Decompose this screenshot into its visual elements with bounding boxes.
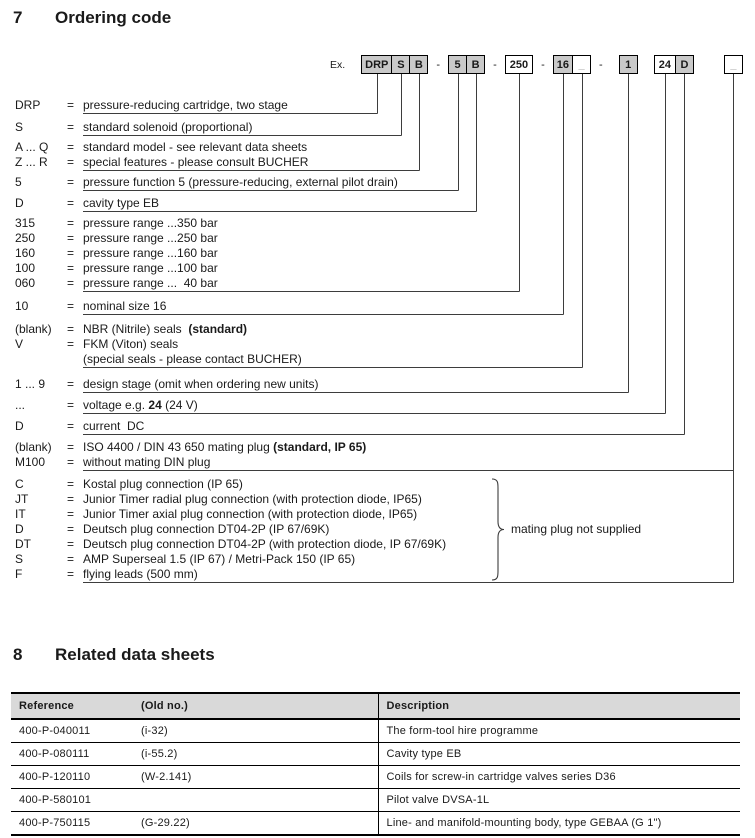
code-group	[0, 216, 755, 291]
code-label: C	[15, 477, 24, 491]
table-row	[11, 789, 740, 812]
section8-title	[13, 645, 215, 665]
example-box-group	[619, 55, 638, 74]
table-cell-old_no: (i-55.2)	[133, 743, 378, 766]
code-description	[83, 155, 308, 170]
code-label: 060	[15, 276, 36, 290]
code-description-text: AMP Superseal 1.5 (IP 67) / Metri-Pack 150 (IP 65)	[83, 552, 356, 566]
code-description	[83, 216, 218, 231]
section8-number: 8	[13, 645, 23, 664]
equals-sign: =	[67, 492, 75, 506]
example-box-group	[361, 55, 428, 74]
code-description	[83, 322, 247, 337]
equals-sign: =	[67, 507, 75, 521]
equals-sign: =	[67, 155, 75, 169]
code-label: 5	[15, 175, 22, 189]
code-label: S	[15, 552, 24, 566]
code-row	[0, 276, 755, 291]
code-group	[0, 175, 755, 190]
code-description-text: (24 V)	[161, 398, 198, 412]
code-label: JT	[15, 492, 29, 506]
code-group	[0, 477, 755, 582]
equals-sign: =	[67, 196, 75, 210]
code-row	[0, 507, 755, 522]
table-header-cell: Reference	[11, 693, 133, 719]
example-box-d1	[619, 55, 638, 74]
code-row	[0, 419, 755, 434]
code-label: 250	[15, 231, 36, 245]
example-box-label: 250	[509, 58, 529, 71]
table-row	[11, 766, 740, 789]
table-row	[11, 719, 740, 743]
equals-sign: =	[67, 261, 75, 275]
code-description-text: Junior Timer axial plug connection (with protection diode, IP65)	[83, 507, 418, 521]
equals-sign: =	[67, 246, 75, 260]
equals-sign: =	[67, 455, 75, 469]
code-description-text: design stage (omit when ordering new units)	[83, 377, 319, 391]
example-box-v24	[654, 55, 676, 74]
example-box-blank2	[724, 55, 743, 74]
code-group	[0, 140, 755, 170]
example-box-b2	[466, 55, 485, 74]
table-cell-old_no: (W-2.141)	[133, 766, 378, 789]
section7-title	[13, 8, 171, 28]
code-description	[83, 507, 417, 522]
code-description-text: without mating DIN plug	[83, 455, 211, 469]
code-label: (blank)	[15, 440, 52, 454]
code-row	[0, 231, 755, 246]
code-description-text: (special seals - please contact BUCHER)	[83, 352, 302, 366]
example-row	[330, 55, 743, 74]
example-box-label: DRP	[365, 58, 389, 71]
code-row	[0, 98, 755, 113]
table-cell-description: Coils for screw-in cartridge valves series D36	[378, 766, 740, 789]
code-description	[83, 477, 243, 492]
code-description	[83, 455, 210, 470]
code-description-text: pressure range ...250 bar	[83, 231, 218, 245]
code-description	[83, 522, 329, 537]
code-label: (blank)	[15, 322, 52, 336]
code-row	[0, 216, 755, 231]
code-description-text: pressure function 5 (pressure-reducing, external pilot drain)	[83, 175, 398, 189]
code-label: D	[15, 522, 24, 536]
code-description	[83, 567, 198, 582]
code-description	[83, 175, 398, 190]
code-row	[0, 477, 755, 492]
example-box-drp	[361, 55, 392, 74]
table-cell-description: The form-tool hire programme	[378, 719, 740, 743]
code-group	[0, 419, 755, 434]
table-cell-description: Cavity type EB	[378, 743, 740, 766]
code-row	[0, 492, 755, 507]
example-dash: -	[493, 58, 497, 71]
code-row	[0, 299, 755, 314]
code-description-text: pressure range ...350 bar	[83, 216, 218, 230]
example-dash: -	[541, 58, 545, 71]
table-cell-reference: 400-P-040011	[11, 719, 133, 743]
example-box-group	[654, 55, 694, 74]
equals-sign: =	[67, 231, 75, 245]
example-box-label: B	[471, 58, 480, 71]
code-row	[0, 440, 755, 455]
equals-sign: =	[67, 398, 75, 412]
code-group	[0, 299, 755, 314]
equals-sign: =	[67, 537, 75, 551]
code-description-text: pressure range ...160 bar	[83, 246, 218, 260]
example-box-s16	[553, 55, 573, 74]
example-box-p250	[505, 55, 533, 74]
code-description-text: current DC	[83, 419, 145, 433]
code-row	[0, 196, 755, 211]
code-label: 1 ... 9	[15, 377, 46, 391]
equals-sign: =	[67, 522, 75, 536]
code-row	[0, 567, 755, 582]
example-box-p5	[448, 55, 467, 74]
code-label: ...	[15, 398, 26, 412]
code-group	[0, 196, 755, 211]
equals-sign: =	[67, 216, 75, 230]
code-row	[0, 377, 755, 392]
example-box-label: _	[578, 58, 585, 71]
code-row	[0, 155, 755, 170]
code-description	[83, 261, 218, 276]
code-label: V	[15, 337, 24, 351]
code-description	[83, 419, 144, 434]
code-label: F	[15, 567, 23, 581]
code-description-bold: (standard)	[188, 322, 248, 336]
code-row	[0, 398, 755, 413]
table-cell-reference: 400-P-080111	[11, 743, 133, 766]
code-label: 10	[15, 299, 29, 313]
code-label: D	[15, 419, 24, 433]
code-description	[83, 537, 446, 552]
table-header-cell: Description	[378, 693, 740, 719]
code-description-bold: (standard, IP 65)	[273, 440, 367, 454]
table-cell-reference: 400-P-120110	[11, 766, 133, 789]
example-box-group	[505, 55, 533, 74]
example-box-group	[724, 55, 743, 74]
code-label: DRP	[15, 98, 41, 112]
code-description	[83, 352, 302, 367]
code-description	[83, 120, 252, 135]
code-description-text: pressure range ... 40 bar	[83, 276, 218, 290]
code-group	[0, 120, 755, 135]
table-cell-old_no: (G-29.22)	[133, 812, 378, 836]
code-row	[0, 246, 755, 261]
code-group	[0, 322, 755, 367]
code-description	[83, 398, 198, 413]
code-label: Z ... R	[15, 155, 48, 169]
code-row	[0, 322, 755, 337]
code-row	[0, 120, 755, 135]
code-description-text: Deutsch plug connection DT04-2P (with protection diode, IP 67/69K)	[83, 537, 447, 551]
code-row	[0, 337, 755, 352]
equals-sign: =	[67, 337, 75, 351]
code-description-text: Junior Timer radial plug connection (with protection diode, IP65)	[83, 492, 422, 506]
equals-sign: =	[67, 377, 75, 391]
example-box-dc	[675, 55, 694, 74]
table-cell-description: Line- and manifold-mounting body, type GEBAA (G 1")	[378, 812, 740, 836]
code-row	[0, 175, 755, 190]
table-cell-old_no	[133, 789, 378, 812]
table-cell-description: Pilot valve DVSA-1L	[378, 789, 740, 812]
example-box-group	[553, 55, 591, 74]
code-row	[0, 352, 755, 367]
section7-number: 7	[13, 8, 23, 27]
example-box-s	[391, 55, 410, 74]
example-box-label: B	[414, 58, 423, 71]
equals-sign: =	[67, 299, 75, 313]
code-description	[83, 377, 318, 392]
code-row	[0, 552, 755, 567]
code-description-text: Kostal plug connection (IP 65)	[83, 477, 243, 491]
code-description-text: FKM (Viton) seals	[83, 337, 179, 351]
code-description-text: flying leads (500 mm)	[83, 567, 198, 581]
code-label: IT	[15, 507, 26, 521]
example-box-label: 16	[556, 58, 570, 71]
code-label: M100	[15, 455, 46, 469]
example-box-label: 24	[658, 58, 671, 71]
code-description	[83, 492, 422, 507]
code-group	[0, 98, 755, 113]
code-description-text: ISO 4400 / DIN 43 650 mating plug	[83, 440, 274, 454]
equals-sign: =	[67, 140, 75, 154]
code-row	[0, 261, 755, 276]
code-row	[0, 537, 755, 552]
section8-heading: Related data sheets	[55, 645, 215, 664]
code-row	[0, 522, 755, 537]
example-box-label: 1	[625, 58, 632, 71]
code-description-text: NBR (Nitrile) seals	[83, 322, 189, 336]
equals-sign: =	[67, 322, 75, 336]
code-description	[83, 196, 159, 211]
equals-sign: =	[67, 419, 75, 433]
code-description	[83, 140, 307, 155]
table-cell-reference: 400-P-580101	[11, 789, 133, 812]
table-cell-old_no: (i-32)	[133, 719, 378, 743]
code-label: S	[15, 120, 24, 134]
code-row	[0, 140, 755, 155]
equals-sign: =	[67, 175, 75, 189]
example-dash: -	[599, 58, 603, 71]
brace-annotation: mating plug not supplied	[511, 521, 642, 536]
code-description	[83, 337, 178, 352]
example-box-blank1	[572, 55, 591, 74]
code-group	[0, 377, 755, 392]
code-description-text: standard solenoid (proportional)	[83, 120, 253, 134]
table-row	[11, 743, 740, 766]
equals-sign: =	[67, 567, 75, 581]
example-box-label: 5	[454, 58, 461, 71]
equals-sign: =	[67, 477, 75, 491]
example-box-label: _	[730, 58, 737, 71]
example-box-group	[448, 55, 485, 74]
equals-sign: =	[67, 98, 75, 112]
code-group	[0, 440, 755, 470]
code-description-text: special features - please consult BUCHER	[83, 155, 309, 169]
code-description-text: Deutsch plug connection DT04-2P (IP 67/69K)	[83, 522, 330, 536]
code-description	[83, 440, 366, 455]
table-header-row	[11, 693, 740, 719]
code-description	[83, 552, 355, 567]
code-description	[83, 98, 288, 113]
code-description-text: standard model - see relevant data sheets	[83, 140, 308, 154]
code-group	[0, 398, 755, 413]
section7-heading: Ordering code	[55, 8, 172, 27]
code-label: DT	[15, 537, 31, 551]
table-cell-reference: 400-P-750115	[11, 812, 133, 836]
code-label: 100	[15, 261, 36, 275]
code-description	[83, 246, 218, 261]
code-description	[83, 231, 218, 246]
equals-sign: =	[67, 440, 75, 454]
code-description-text: nominal size 16	[83, 299, 167, 313]
code-label: D	[15, 196, 24, 210]
related-data-sheets-table	[11, 692, 740, 836]
code-row	[0, 455, 755, 470]
equals-sign: =	[67, 276, 75, 290]
example-box-b1	[409, 55, 428, 74]
code-description-text: voltage e.g.	[83, 398, 149, 412]
code-description-text: pressure-reducing cartridge, two stage	[83, 98, 288, 112]
code-description-bold: 24	[148, 398, 162, 412]
code-description	[83, 276, 218, 291]
code-description-text: pressure range ...100 bar	[83, 261, 218, 275]
equals-sign: =	[67, 120, 75, 134]
example-box-label: D	[680, 58, 689, 71]
code-description	[83, 299, 166, 314]
example-dash: -	[436, 58, 441, 71]
code-label: A ... Q	[15, 140, 49, 154]
example-label: Ex.	[330, 58, 346, 71]
table-row	[11, 812, 740, 836]
example-box-label: S	[397, 58, 405, 71]
table-header-cell: (Old no.)	[133, 693, 378, 719]
code-label: 315	[15, 216, 36, 230]
code-description-text: cavity type EB	[83, 196, 160, 210]
equals-sign: =	[67, 552, 75, 566]
code-label: 160	[15, 246, 36, 260]
